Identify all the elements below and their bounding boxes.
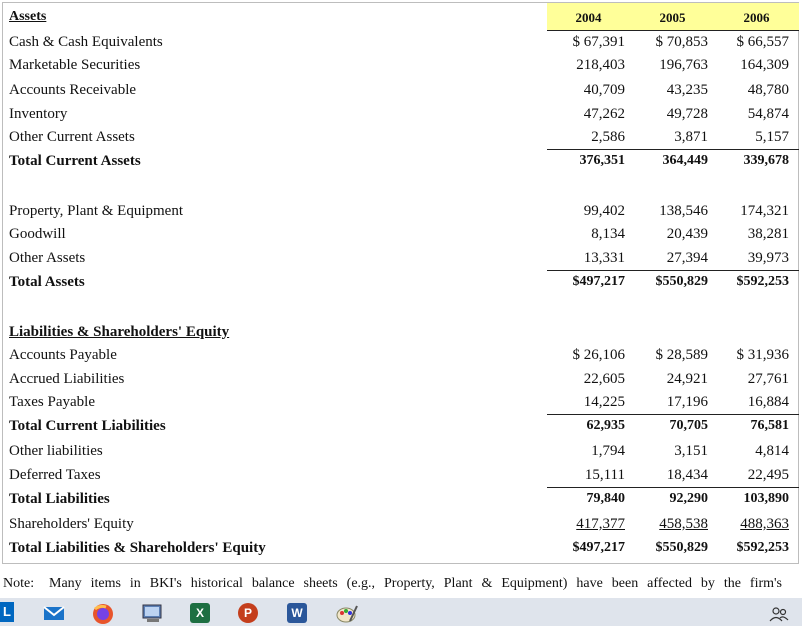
subtotal-rule [547, 149, 799, 150]
cell-2005: 70,705 [669, 418, 708, 433]
cell-2005: 92,290 [669, 491, 708, 506]
cell-2005: 196,763 [659, 57, 708, 73]
year-header [547, 3, 799, 31]
cell-2005: $ 70,853 [655, 34, 708, 50]
table-row [0, 274, 802, 294]
cell-2006: 5,157 [755, 129, 789, 145]
assets-heading: Assets [9, 9, 47, 24]
cell-2005: 17,196 [666, 394, 708, 410]
table-row [0, 250, 802, 270]
row-label: Accounts Payable [9, 347, 117, 363]
table-row [0, 491, 802, 511]
cell-2006: $ 31,936 [736, 347, 789, 363]
cell-2006: 16,884 [747, 394, 789, 410]
row-label: Total Liabilities [9, 491, 110, 507]
row-label: Accrued Liabilities [9, 371, 125, 387]
note-text: Many items in BKI's historical balance sheets (e.g., Property, Plant & Equipment) have been affected by the firm's [49, 576, 782, 591]
cell-2005: 20,439 [666, 226, 708, 242]
year-2005: 2005 [659, 10, 686, 25]
cell-2004: $497,217 [572, 540, 625, 555]
footnote [0, 576, 802, 596]
table-row [0, 347, 802, 367]
table-row [0, 34, 802, 54]
row-label: Property, Plant & Equipment [9, 203, 184, 219]
row-label: Shareholders' Equity [9, 516, 134, 532]
cell-2006: 76,581 [750, 418, 789, 433]
cell-2006: 4,814 [755, 443, 789, 459]
firefox-icon[interactable] [92, 603, 112, 623]
cell-2006: 39,973 [747, 250, 789, 266]
table-row [0, 106, 802, 126]
cell-2005: 18,434 [666, 467, 708, 483]
table-row [0, 540, 802, 560]
table-row [0, 153, 802, 173]
cell-2004: 15,111 [584, 467, 625, 483]
cell-2005: 3,871 [674, 129, 708, 145]
row-label: Goodwill [9, 226, 66, 242]
people-icon[interactable] [768, 603, 788, 623]
powerpoint-icon[interactable]: P [238, 603, 258, 623]
cell-2004: 14,225 [583, 394, 625, 410]
table-row [0, 418, 802, 438]
table-row [0, 129, 802, 149]
row-label: Total Assets [9, 274, 85, 290]
table-row [0, 226, 802, 246]
cell-2004: 22,605 [583, 371, 625, 387]
cell-2004: 417,377 [576, 516, 625, 532]
year-2004: 2004 [575, 10, 602, 25]
cell-2004: 8,134 [591, 226, 625, 242]
row-label: Deferred Taxes [9, 467, 101, 483]
taskbar [0, 598, 802, 626]
cell-2004: 47,262 [583, 106, 625, 122]
note-label: Note: [3, 576, 35, 591]
row-label: Total Current Liabilities [9, 418, 166, 434]
table-row [0, 203, 802, 223]
cell-2006: 339,678 [743, 153, 789, 168]
paint-icon[interactable] [336, 603, 356, 623]
year-2006: 2006 [743, 10, 770, 25]
row-label: Total Current Assets [9, 153, 141, 169]
cell-2004: 62,935 [586, 418, 625, 433]
row-label: Accounts Receivable [9, 82, 137, 98]
cell-2005: 24,921 [666, 371, 708, 387]
row-label: Marketable Securities [9, 57, 141, 73]
cell-2004: $497,217 [572, 274, 625, 289]
row-label: Inventory [9, 106, 68, 122]
cell-2004: 13,331 [583, 250, 625, 266]
cell-2005: 138,546 [659, 203, 708, 219]
cell-2006: $592,253 [736, 274, 789, 289]
row-label: Other liabilities [9, 443, 103, 459]
cell-2005: $ 28,589 [655, 347, 708, 363]
table-row [0, 371, 802, 391]
row-label: Other Assets [9, 250, 86, 266]
cell-2004: $ 67,391 [572, 34, 625, 50]
cell-2005: 364,449 [662, 153, 708, 168]
cell-2006: $ 66,557 [736, 34, 789, 50]
table-row [0, 57, 802, 77]
cell-2005: 458,538 [659, 516, 708, 532]
cell-2006: 103,890 [743, 491, 789, 506]
cell-2006: 38,281 [747, 226, 789, 242]
table-row [0, 394, 802, 414]
cell-2005: 43,235 [666, 82, 708, 98]
cell-2006: 174,321 [740, 203, 789, 219]
subtotal-rule [547, 414, 799, 415]
cell-2004: 1,794 [591, 443, 625, 459]
excel-icon[interactable]: X [190, 603, 210, 623]
cell-2005: 27,394 [666, 250, 708, 266]
subtotal-rule [547, 270, 799, 271]
cell-2004: 99,402 [583, 203, 625, 219]
subtotal-rule [547, 487, 799, 488]
row-label: Total Liabilities & Shareholders' Equity [9, 540, 266, 556]
computer-icon[interactable] [141, 603, 161, 623]
cell-2004: 376,351 [579, 153, 625, 168]
mail-icon[interactable] [43, 603, 63, 623]
cell-2004: 40,709 [583, 82, 625, 98]
cell-2005: 49,728 [666, 106, 708, 122]
cell-2006: 488,363 [740, 516, 789, 532]
cell-2004: 79,840 [586, 491, 625, 506]
cell-2004: 2,586 [591, 129, 625, 145]
table-row [0, 516, 802, 536]
cell-2006: 48,780 [747, 82, 789, 98]
table-row [0, 467, 802, 487]
cell-2005: $550,829 [655, 274, 708, 289]
liabilities-heading: Liabilities & Shareholders' Equity [9, 324, 230, 340]
cell-2006: 164,309 [740, 57, 789, 73]
word-icon[interactable]: W [287, 603, 307, 623]
cell-2005: $550,829 [655, 540, 708, 555]
row-label: Cash & Cash Equivalents [9, 34, 163, 50]
start-icon[interactable]: L [0, 602, 14, 622]
cell-2004: 218,403 [576, 57, 625, 73]
cell-2004: $ 26,106 [572, 347, 625, 363]
row-label: Taxes Payable [9, 394, 96, 410]
cell-2005: 3,151 [674, 443, 708, 459]
table-row [0, 443, 802, 463]
row-label: Other Current Assets [9, 129, 135, 145]
cell-2006: $592,253 [736, 540, 789, 555]
cell-2006: 22,495 [747, 467, 789, 483]
cell-2006: 27,761 [747, 371, 789, 387]
table-row [0, 82, 802, 102]
cell-2006: 54,874 [747, 106, 789, 122]
